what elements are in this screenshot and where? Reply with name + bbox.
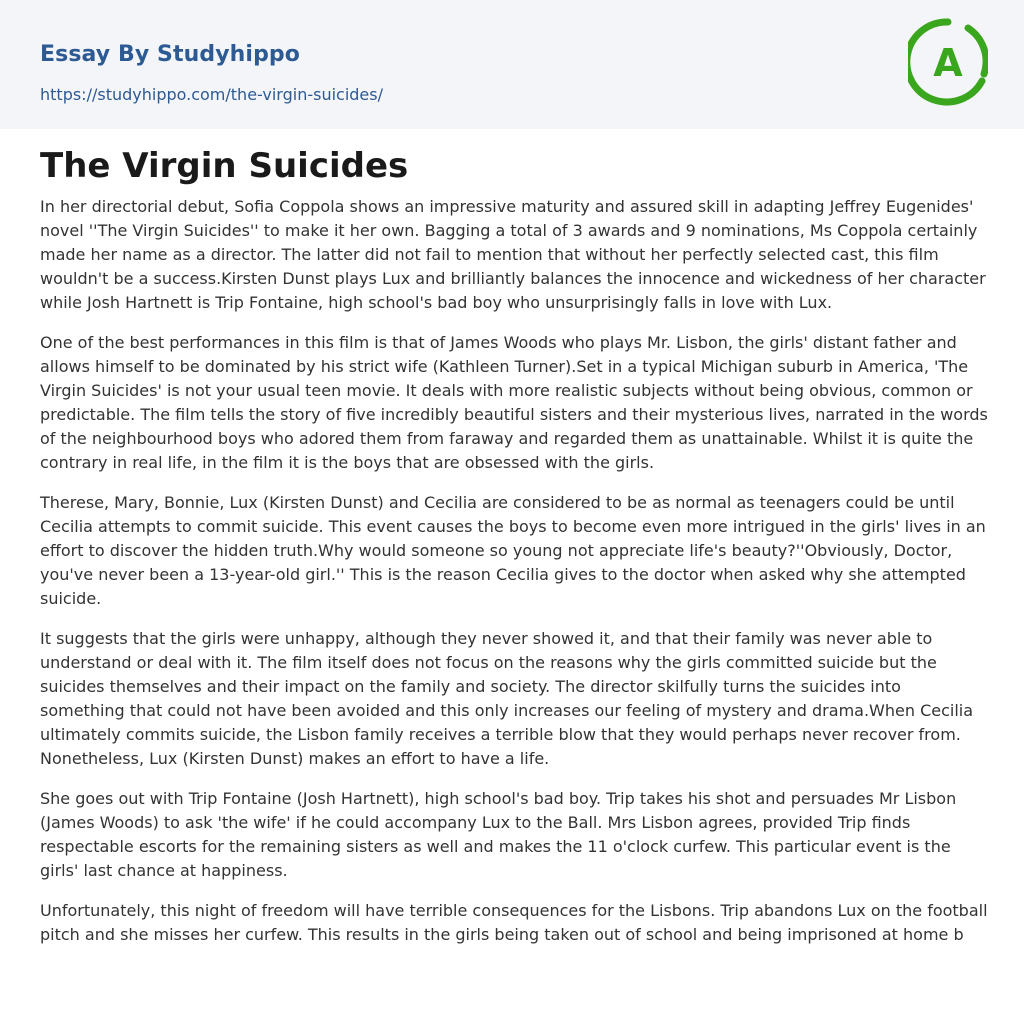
article-paragraph: It suggests that the girls were unhappy, although they never showed it, and that their family was never able to understand or deal with it. The film itself does not focus on the reasons why the girls committed suicide but the suicides themselves and their impact on the family and society. The director skilfully turns the suicides into something that could not have been avoided and this only increases our feeling of mystery and drama.When Cecilia ultimately commits suicide, the Lisbon family receives a terrible blow that they would perhaps never recover from. Nonetheless, Lux (Kirsten Dunst) makes an effort to have a life. (40, 629, 974, 768)
logo-letter: A (933, 41, 963, 85)
studyhippo-logo-icon[interactable] (908, 18, 988, 106)
article-title: The Virgin Suicides (40, 146, 409, 186)
article-paragraph: She goes out with Trip Fontaine (Josh Hartnett), high school's bad boy. Trip takes his shot and persuades Mr Lisbon (James Woods) to ask 'the wife' if he could accompany Lux to the Ball. Mrs Lisbon agrees, provided Trip finds respectable escorts for the remaining sisters as well and makes the 11 o'clock curfew. This particular event is the girls' last chance at happiness. (40, 789, 957, 880)
site-header (0, 0, 1024, 129)
logo-ring-right (968, 28, 986, 74)
article-paragraph: One of the best performances in this film is that of James Woods who plays Mr. Lisbon, the girls' distant father and allows himself to be dominated by his strict wife (Kathleen Turner).Set in a typical Michigan suburb in America, 'The Virgin Suicides' is not your usual teen movie. It deals with more realistic subjects without being obvious, common or predictable. The film tells the story of five incredibly beautiful sisters and their mysterious lives, narrated in the words of the neighbourhood boys who adored them from faraway and regarded them as unattainable. Whilst it is quite the contrary in real life, in the film it is the boys that are obsessed with the girls. (40, 333, 988, 472)
article-paragraph: Unfortunately, this night of freedom will have terrible consequences for the Lisbons. Trip abandons Lux on the football pitch and she misses her curfew. This results in the girls being taken out of school and being imprisoned at home b (40, 901, 988, 944)
article-paragraph: In her directorial debut, Sofia Coppola shows an impressive maturity and assured skill in adapting Jeffrey Eugenides' novel ''The Virgin Suicides'' to make it her own. Bagging a total of 3 awards and 9 nominations, Ms Coppola certainly made her name as a director. The latter did not fail to mention that without her perfectly selected cast, this film wouldn't be a success.Kirsten Dunst plays Lux and brilliantly balances the innocence and wickedness of her character while Josh Hartnett is Trip Fontaine, high school's bad boy who unsurprisingly falls in love with Lux. (40, 197, 986, 312)
article-body (40, 195, 988, 963)
article-paragraph: Therese, Mary, Bonnie, Lux (Kirsten Dunst) and Cecilia are considered to be as normal as teenagers could be until Cecilia attempts to commit suicide. This event causes the boys to become even more intrigued in the girls' lives in an effort to discover the hidden truth.Why would someone so young not appreciate life's beauty?''Obviously, Doctor, you've never been a 13-year-old girl.'' This is the reason Cecilia gives to the doctor when asked why she attempted suicide. (40, 493, 986, 608)
site-title[interactable]: Essay By Studyhippo (40, 42, 300, 67)
essay-url-link[interactable]: https://studyhippo.com/the-virgin-suicides/ (40, 85, 383, 104)
